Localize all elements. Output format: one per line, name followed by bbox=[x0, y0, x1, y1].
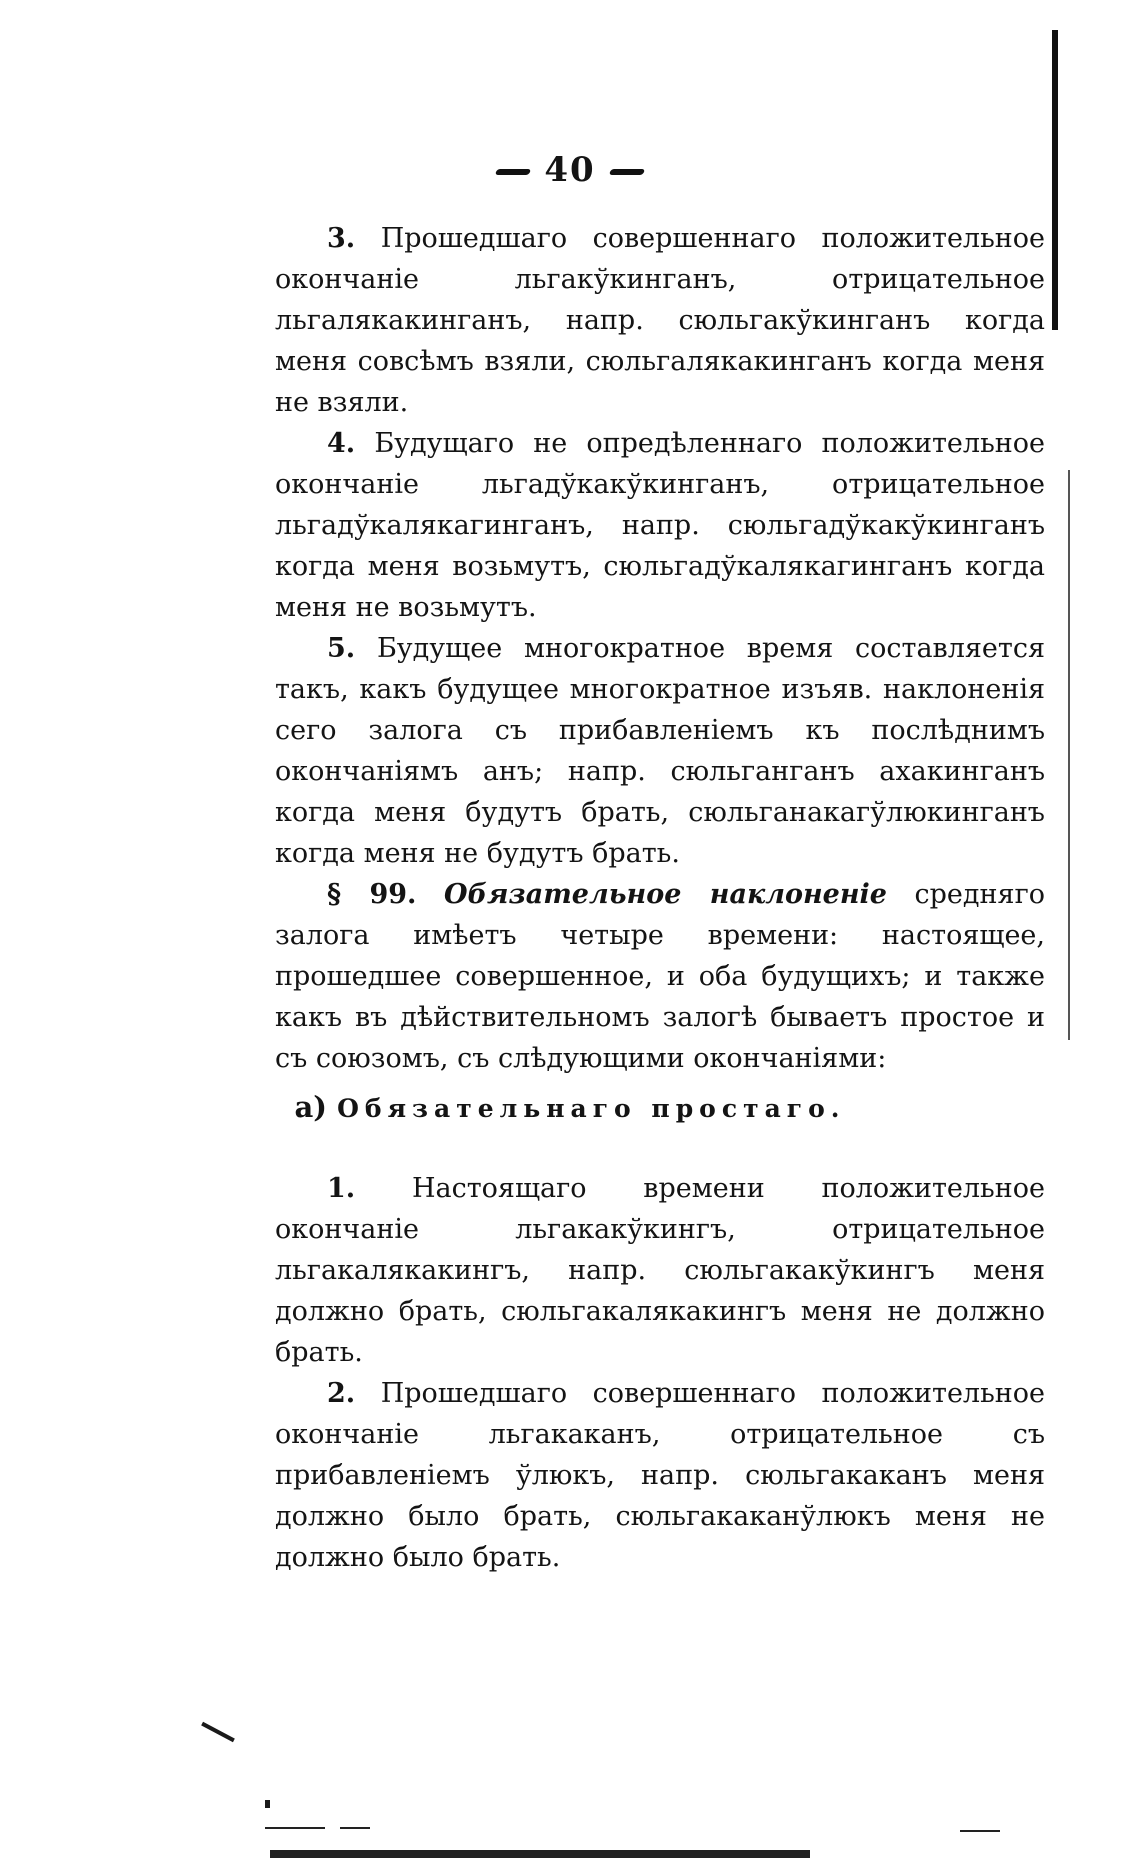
paragraph-text: Будущаго не опредѣленнаго положительное окончаніе льгадўкакўкинганъ, отрицательное льгадўкалякагинганъ, напр. сюльгадўкакўкинганъ когда меня возьмутъ, сюльгадўкалякагинганъ когда меня не возьмутъ. bbox=[275, 428, 1045, 623]
page-header bbox=[0, 150, 1140, 190]
section-term: Обязательное наклоненіе bbox=[444, 879, 887, 910]
section-paragraph bbox=[275, 874, 1045, 1079]
paragraph-text: Прошедшаго совершеннаго положительное окончаніе льгакаканъ, отрицательное съ прибавленіемъ ўлюкъ, напр. сюльгакаканъ меня должно было брать, сюльгакаканўлюкъ меня не должно было брать. bbox=[275, 1378, 1045, 1573]
scan-artifact-line bbox=[265, 1827, 325, 1829]
subheading-title: Обязательнаго простаго. bbox=[337, 1094, 846, 1123]
paragraph bbox=[275, 1373, 1045, 1578]
paragraph-number: 2. bbox=[327, 1378, 356, 1409]
scan-edge-line bbox=[1068, 470, 1070, 1040]
header-ornament bbox=[609, 169, 645, 175]
ink-smudge bbox=[201, 1722, 235, 1742]
paragraph-number: 5. bbox=[327, 633, 356, 664]
scan-artifact-line bbox=[960, 1830, 1000, 1832]
header-ornament bbox=[495, 169, 531, 175]
page-number: 40 bbox=[544, 150, 596, 190]
paragraph-text: Прошедшаго совершеннаго положительное окончаніе льгакўкинганъ, отрицательное льгалякакинганъ, напр. сюльгакўкинганъ когда меня совсѣмъ взяли, сюльгалякакинганъ когда меня не взяли. bbox=[275, 223, 1045, 418]
section-number: § 99. bbox=[327, 879, 417, 910]
paragraph-text: Будущее многократное время составляется такъ, какъ будущее многократное изъяв. наклоненія сего залога съ прибавленіемъ къ послѣднимъ окончаніямъ анъ; напр. сюльганганъ ахакинганъ когда меня будутъ брать, сюльганакагўлюкинганъ когда меня не будутъ брать. bbox=[275, 633, 1046, 869]
paragraph-number: 1. bbox=[327, 1173, 356, 1204]
scan-artifact-line bbox=[340, 1827, 370, 1829]
paragraph-number: 4. bbox=[327, 428, 356, 459]
section-text: средняго залога имѣетъ четыре времени: настоящее, прошедшее совершенное, и оба будущихъ; и также какъ въ дѣйствительномъ залогѣ бываетъ простое и съ союзомъ, съ слѣдующими окончаніями: bbox=[275, 879, 1045, 1074]
paragraph-number: 3. bbox=[327, 223, 356, 254]
subheading bbox=[0, 1090, 1140, 1124]
paragraph bbox=[275, 628, 1045, 874]
paragraph bbox=[275, 423, 1045, 628]
ink-smudge bbox=[265, 1800, 270, 1808]
subheading-prefix: а) bbox=[294, 1090, 328, 1124]
text-block-upper bbox=[275, 218, 1045, 1079]
paragraph bbox=[275, 1168, 1045, 1373]
text-block-lower bbox=[275, 1168, 1045, 1578]
scan-artifact-line bbox=[270, 1850, 810, 1858]
paragraph-text: Настоящаго времени положительное окончаніе льгакакўкингъ, отрицательное льгакалякакингъ, напр. сюльгакакўкингъ меня должно брать, сюльгакалякакингъ меня не должно брать. bbox=[275, 1173, 1045, 1368]
paragraph bbox=[275, 218, 1045, 423]
